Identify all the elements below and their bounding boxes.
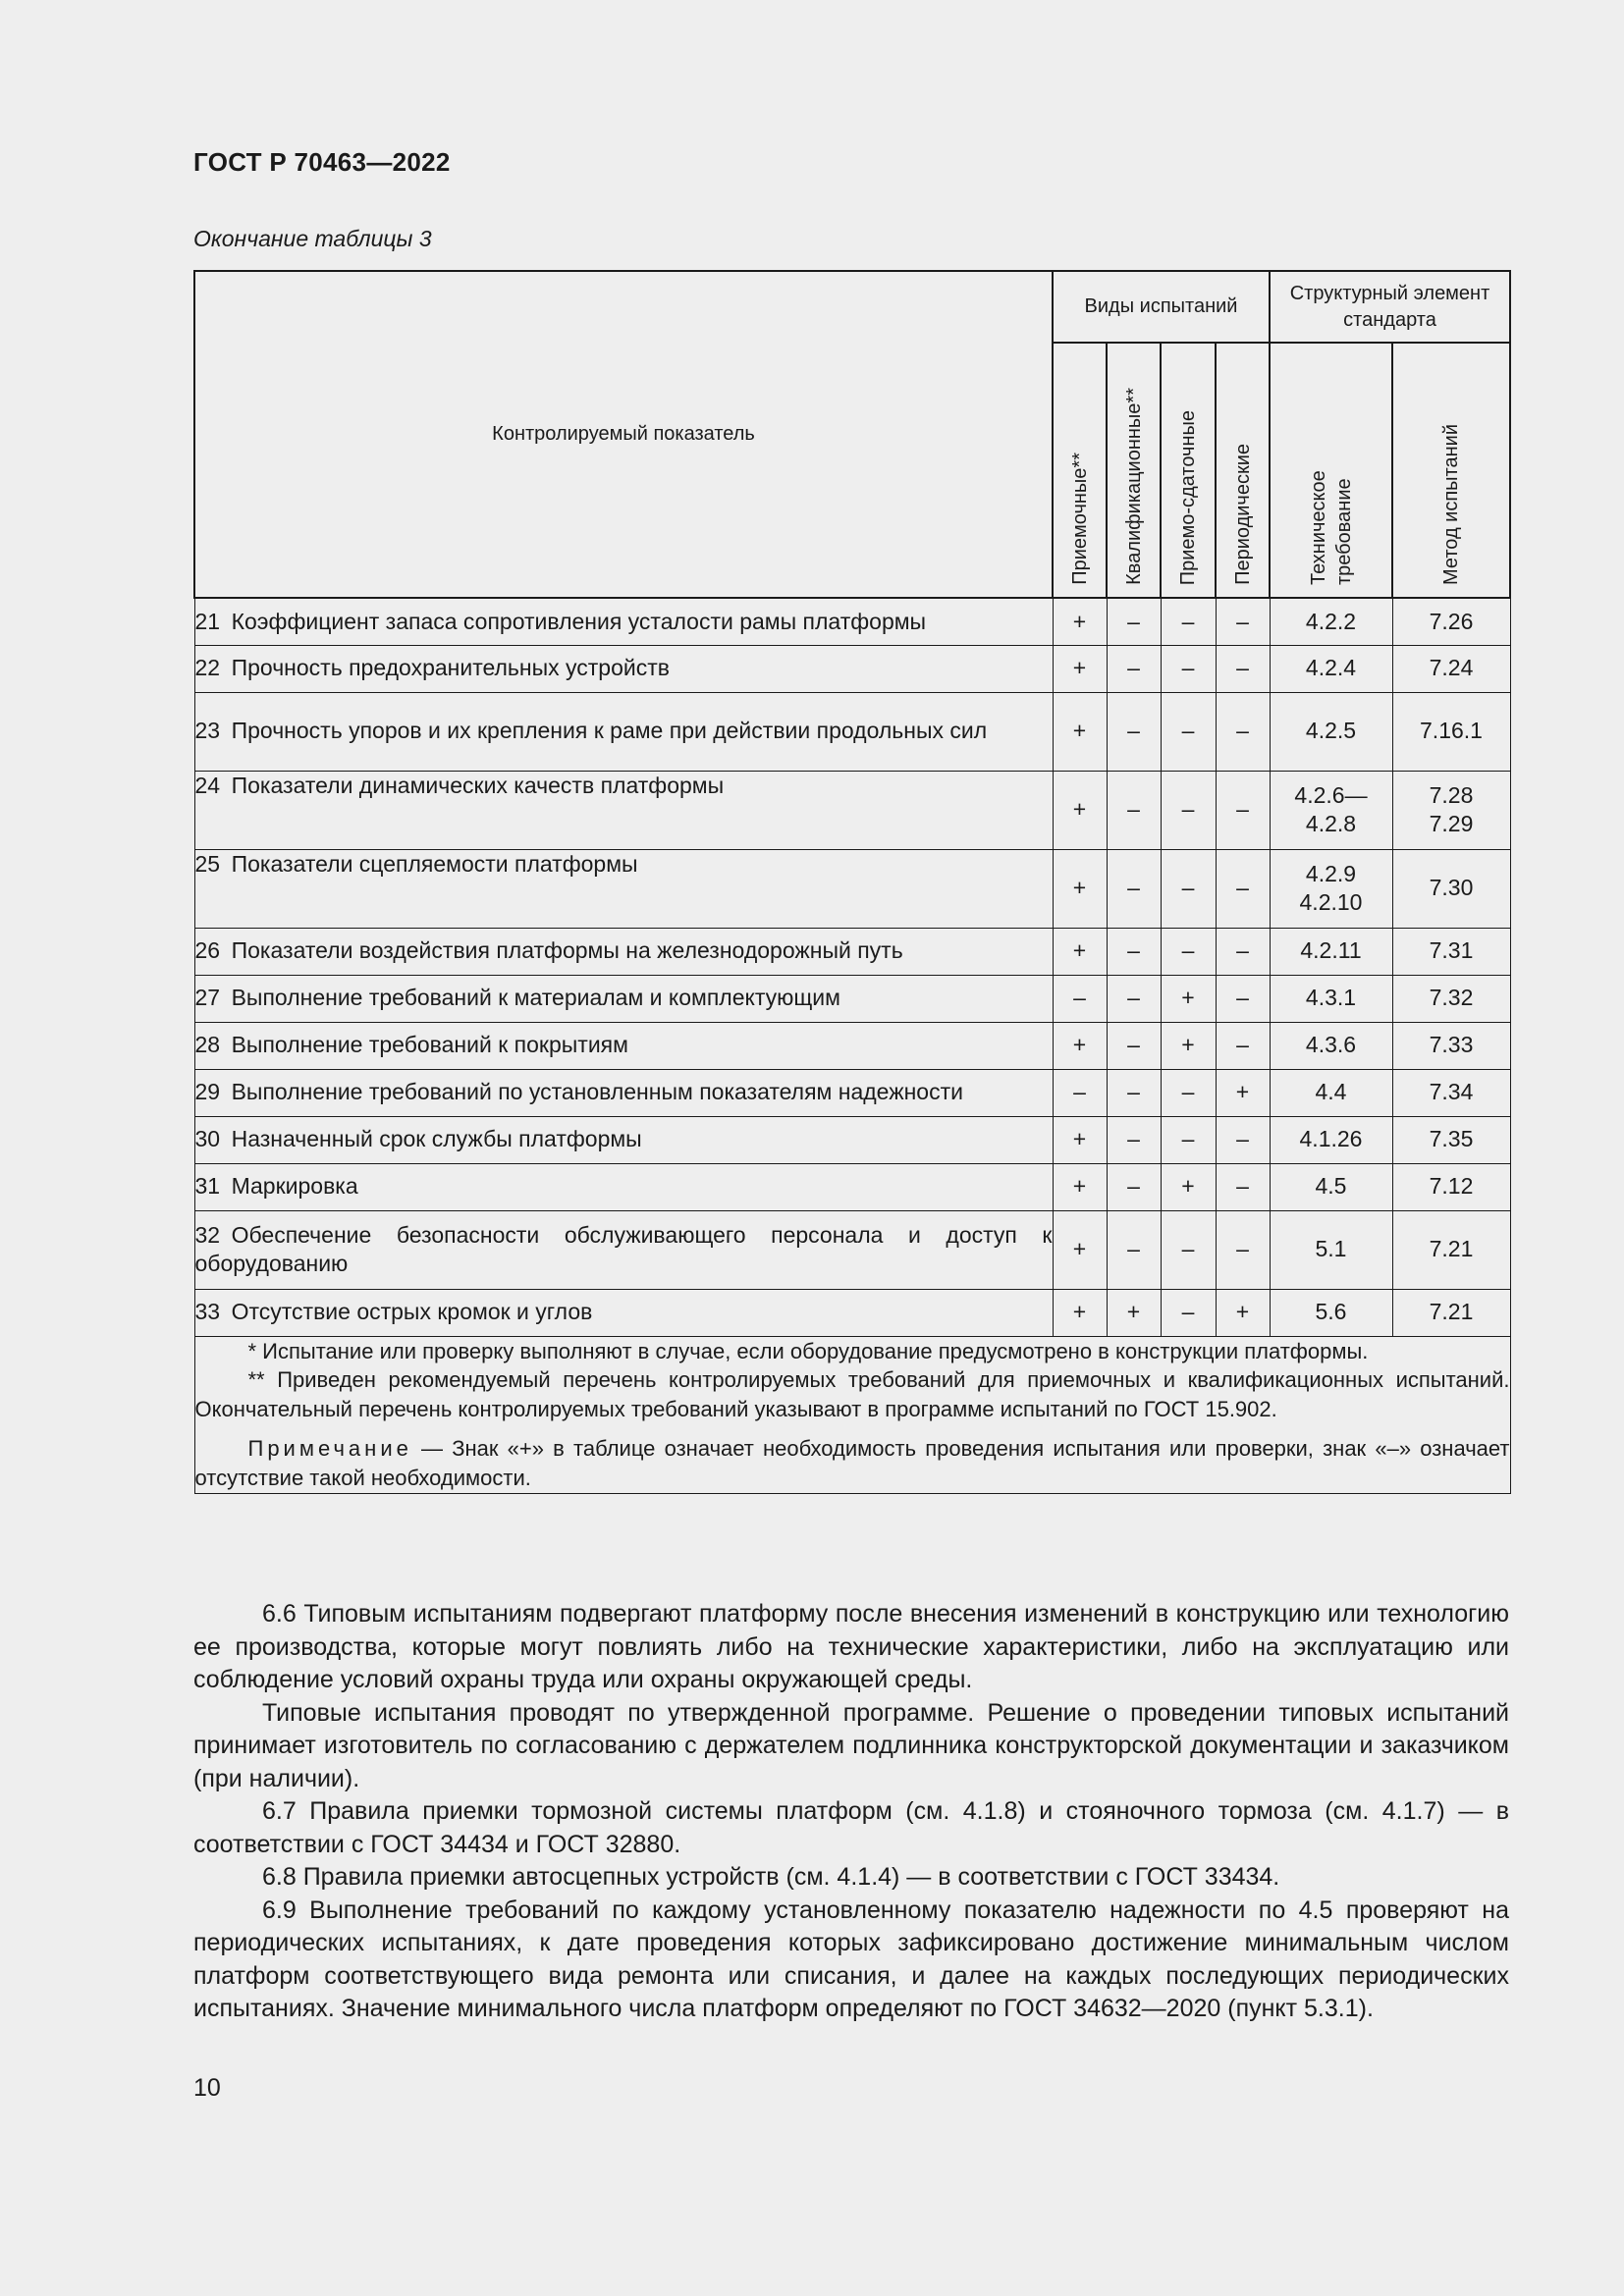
tech-requirement-value: 4.2.9 — [1305, 860, 1357, 886]
test-method-value: 7.35 — [1429, 1126, 1474, 1152]
test-method-cell — [1392, 1163, 1510, 1210]
test-mark: + — [1161, 1022, 1216, 1069]
table-row — [194, 1116, 1510, 1163]
document-header: ГОСТ Р 70463—2022 — [193, 147, 451, 177]
test-method-cell — [1392, 1289, 1510, 1336]
test-mark: – — [1161, 692, 1216, 771]
tech-requirement-value: 4.1.26 — [1299, 1126, 1363, 1152]
test-method-cell — [1392, 975, 1510, 1022]
test-mark: – — [1161, 849, 1216, 928]
paragraph-typical-tests: Типовые испытания проводят по утвержденной программе. Решение о проведении типовых испытаний принимает изготовитель по согласованию с держателем подлинника конструкторской документации и заказчиком (при наличии). — [193, 1698, 1509, 1792]
test-method-value: 7.28 — [1429, 781, 1474, 808]
test-mark: + — [1053, 1289, 1107, 1336]
test-method-value: 7.26 — [1429, 608, 1474, 634]
tech-requirement-cell — [1270, 1022, 1392, 1069]
test-mark: – — [1161, 771, 1216, 849]
row-number: 31 — [194, 1173, 221, 1200]
test-mark: – — [1053, 975, 1107, 1022]
note-label: Примечание — [247, 1436, 412, 1462]
table-row — [194, 928, 1510, 975]
indicator-cell — [194, 849, 1053, 928]
test-method-cell — [1392, 849, 1510, 928]
table-row — [194, 1289, 1510, 1336]
test-method-cell — [1392, 1069, 1510, 1116]
test-mark: – — [1216, 598, 1270, 645]
test-method-value: 7.33 — [1429, 1032, 1474, 1058]
tech-requirement-value: 4.5 — [1315, 1173, 1347, 1200]
tech-requirement-cell — [1270, 1210, 1392, 1289]
tech-requirement-cell — [1270, 645, 1392, 692]
test-mark: – — [1161, 928, 1216, 975]
tech-requirement-cell — [1270, 1163, 1392, 1210]
indicator-text: Отсутствие острых кромок и углов — [231, 1299, 593, 1325]
indicator-text: Маркировка — [231, 1173, 358, 1200]
table-row — [194, 598, 1510, 645]
test-mark: – — [1107, 771, 1161, 849]
header-periodic-label: Периодические — [1231, 444, 1254, 585]
test-mark: – — [1107, 1069, 1161, 1116]
tech-requirement-cell — [1270, 1116, 1392, 1163]
header-qualification — [1107, 343, 1161, 598]
test-method-value: 7.12 — [1429, 1173, 1474, 1200]
tech-requirement-value: 5.6 — [1315, 1299, 1347, 1325]
body-text — [193, 1598, 1509, 2026]
tech-requirement-value: 4.3.6 — [1305, 1032, 1357, 1058]
test-method-cell — [1392, 771, 1510, 849]
paragraph-6-6: 6.6 Типовым испытаниям подвергают платформу после внесения изменений в конструкцию или технологию ее производства, которые могут повлиять либо на технические характеристики, либо на эксплуатацию или соблюдение условий охраны труда или охраны окружающей среды. — [193, 1600, 1509, 1693]
test-mark: – — [1216, 975, 1270, 1022]
indicator-text: Коэффициент запаса сопротивления усталости рамы платформы — [231, 608, 927, 634]
page-number: 10 — [193, 2074, 221, 2102]
footnote-2: ** Приведен рекомендуемый перечень контролируемых требований для приемочных и квалификационных испытаний. Окончательный перечень контролируемых требований указывают в программе испытаний по ГОСТ 15.902. — [194, 1367, 1510, 1422]
test-mark: – — [1107, 1022, 1161, 1069]
header-acceptance-label: Приемочные** — [1068, 453, 1091, 585]
indicator-text: Назначенный срок службы платформы — [231, 1126, 642, 1152]
indicator-cell — [194, 1210, 1053, 1289]
test-mark: – — [1161, 1210, 1216, 1289]
test-mark: – — [1161, 1069, 1216, 1116]
test-mark: – — [1216, 1163, 1270, 1210]
header-test-method-label: Метод испытаний — [1440, 423, 1462, 585]
test-mark: – — [1216, 1210, 1270, 1289]
paragraph-6-8: 6.8 Правила приемки автосцепных устройств (см. 4.1.4) — в соответствии с ГОСТ 33434. — [262, 1863, 1280, 1891]
test-method-value: 7.34 — [1429, 1079, 1474, 1105]
test-mark: – — [1107, 1163, 1161, 1210]
test-mark: – — [1161, 645, 1216, 692]
table-row — [194, 1163, 1510, 1210]
tech-requirement-value: 4.4 — [1315, 1079, 1347, 1105]
test-mark: – — [1216, 928, 1270, 975]
tech-requirement-value-2: 4.2.10 — [1299, 889, 1363, 915]
test-mark: + — [1053, 645, 1107, 692]
test-method-cell — [1392, 1116, 1510, 1163]
test-mark: + — [1216, 1289, 1270, 1336]
test-mark: – — [1161, 1116, 1216, 1163]
indicator-text: Прочность упоров и их крепления к раме при действии продольных сил — [231, 718, 988, 744]
tech-requirement-value-2: 4.2.8 — [1305, 811, 1357, 836]
row-number: 32 — [194, 1221, 221, 1248]
row-number: 33 — [194, 1299, 221, 1325]
header-delivery-label: Приемо-сдаточные — [1177, 409, 1199, 585]
test-method-value: 7.24 — [1429, 655, 1474, 681]
row-number: 25 — [194, 850, 221, 877]
row-number: 28 — [194, 1032, 221, 1058]
table-note — [195, 1434, 1510, 1493]
tech-requirement-cell — [1270, 598, 1392, 645]
row-number: 23 — [194, 718, 221, 744]
test-mark: + — [1053, 598, 1107, 645]
test-mark: – — [1107, 1210, 1161, 1289]
header-test-method — [1392, 343, 1510, 598]
indicator-text: Прочность предохранительных устройств — [231, 655, 670, 681]
tech-requirement-cell — [1270, 1069, 1392, 1116]
row-number: 24 — [194, 772, 221, 798]
test-mark: – — [1107, 645, 1161, 692]
header-test-types: Виды испытаний — [1053, 271, 1270, 343]
tech-requirement-cell — [1270, 849, 1392, 928]
test-mark: – — [1216, 645, 1270, 692]
test-mark: – — [1107, 598, 1161, 645]
indicator-cell — [194, 598, 1053, 645]
test-mark: + — [1053, 692, 1107, 771]
indicator-text: Показатели сцепляемости платформы — [231, 850, 638, 877]
test-mark: – — [1107, 928, 1161, 975]
test-mark: – — [1161, 1289, 1216, 1336]
table-notes — [194, 1336, 1510, 1494]
table-row — [194, 771, 1510, 849]
tech-requirement-cell — [1270, 1289, 1392, 1336]
test-mark: – — [1216, 1022, 1270, 1069]
test-method-value: 7.30 — [1429, 875, 1474, 901]
test-method-cell — [1392, 645, 1510, 692]
indicator-text: Выполнение требований по установленным показателям надежности — [231, 1079, 963, 1105]
tech-requirement-cell — [1270, 928, 1392, 975]
header-structural-element: Структурный элемент стандарта — [1270, 271, 1510, 343]
tech-requirement-value: 4.3.1 — [1305, 985, 1357, 1011]
test-mark: – — [1216, 771, 1270, 849]
indicator-cell — [194, 771, 1053, 849]
test-mark: + — [1053, 928, 1107, 975]
test-method-cell — [1392, 1210, 1510, 1289]
test-method-cell — [1392, 598, 1510, 645]
test-mark: + — [1053, 849, 1107, 928]
table-row — [194, 849, 1510, 928]
tech-requirement-cell — [1270, 771, 1392, 849]
tech-requirement-value: 4.2.5 — [1305, 718, 1357, 744]
row-number: 21 — [194, 608, 221, 634]
test-method-cell — [1392, 1022, 1510, 1069]
test-mark: + — [1216, 1069, 1270, 1116]
indicator-text: Обеспечение безопасности обслуживающего персонала и доступ к оборудованию — [194, 1221, 1053, 1276]
requirements-table — [193, 270, 1511, 1494]
test-method-value-2: 7.29 — [1429, 811, 1474, 836]
indicator-text: Выполнение требований к покрытиям — [231, 1032, 628, 1058]
test-mark: – — [1161, 598, 1216, 645]
test-mark: – — [1216, 692, 1270, 771]
test-method-value: 7.32 — [1429, 985, 1474, 1011]
test-method-value: 7.21 — [1429, 1236, 1474, 1262]
row-number: 26 — [194, 937, 221, 964]
test-method-cell — [1392, 692, 1510, 771]
test-mark: – — [1107, 692, 1161, 771]
test-mark: + — [1161, 975, 1216, 1022]
header-tech-requirement — [1270, 343, 1392, 598]
test-mark: – — [1216, 1116, 1270, 1163]
test-mark: – — [1107, 975, 1161, 1022]
indicator-cell — [194, 692, 1053, 771]
test-mark: + — [1053, 1163, 1107, 1210]
test-mark: – — [1053, 1069, 1107, 1116]
indicator-cell — [194, 645, 1053, 692]
row-number: 27 — [194, 985, 221, 1011]
header-qualification-label: Квалификационные** — [1122, 388, 1145, 585]
header-tech-requirement-label: Техническое требование — [1307, 470, 1355, 585]
paragraph-6-7: 6.7 Правила приемки тормозной системы платформ (см. 4.1.8) и стояночного тормоза (см. 4.1.7) — в соответствии с ГОСТ 34434 и ГОСТ 32880. — [193, 1797, 1509, 1858]
test-mark: + — [1107, 1289, 1161, 1336]
table-row — [194, 1210, 1510, 1289]
row-number: 22 — [194, 655, 221, 681]
tech-requirement-value: 4.2.2 — [1305, 608, 1357, 634]
test-method-value: 7.31 — [1429, 937, 1474, 964]
indicator-cell — [194, 1289, 1053, 1336]
header-delivery — [1161, 343, 1216, 598]
test-mark: – — [1107, 1116, 1161, 1163]
indicator-cell — [194, 1069, 1053, 1116]
tech-requirement-value: 4.2.4 — [1305, 655, 1357, 681]
indicator-cell — [194, 1163, 1053, 1210]
tech-requirement-value: 4.2.11 — [1300, 937, 1362, 964]
test-mark: – — [1107, 849, 1161, 928]
test-method-value: 7.21 — [1429, 1299, 1474, 1325]
table-row — [194, 1069, 1510, 1116]
indicator-text: Показатели динамических качеств платформы — [231, 772, 725, 798]
footnote-1: * Испытание или проверку выполняют в случае, если оборудование предусмотрено в конструкции платформы. — [247, 1338, 1369, 1363]
header-indicator: Контролируемый показатель — [194, 271, 1053, 598]
tech-requirement-value: 5.1 — [1315, 1236, 1347, 1262]
test-mark: + — [1053, 1022, 1107, 1069]
table-caption: Окончание таблицы 3 — [193, 226, 432, 251]
table-row — [194, 692, 1510, 771]
test-method-value: 7.16.1 — [1420, 718, 1483, 744]
tech-requirement-value: 4.2.6— — [1294, 781, 1368, 808]
row-number: 29 — [194, 1079, 221, 1105]
table-row — [194, 1022, 1510, 1069]
indicator-cell — [194, 1022, 1053, 1069]
table-row — [194, 645, 1510, 692]
test-mark: + — [1053, 1210, 1107, 1289]
note-text: — Знак «+» в таблице означает необходимость проведения испытания или проверки, знак «–» означает отсутствие такой необходимости. — [194, 1436, 1510, 1491]
header-acceptance — [1053, 343, 1107, 598]
indicator-cell — [194, 1116, 1053, 1163]
header-periodic — [1216, 343, 1270, 598]
indicator-text: Показатели воздействия платформы на железнодорожный путь — [231, 937, 903, 964]
test-mark: + — [1161, 1163, 1216, 1210]
indicator-cell — [194, 928, 1053, 975]
test-mark: + — [1053, 1116, 1107, 1163]
table-row — [194, 975, 1510, 1022]
indicator-text: Выполнение требований к материалам и комплектующим — [231, 985, 840, 1011]
paragraph-6-9: 6.9 Выполнение требований по каждому установленному показателю надежности по 4.5 проверяют на периодических испытаниях, к дате проведения которых зафиксировано достижение минимальным числом платформ соответствующего вида ремонта или списания, и далее на каждых последующих периодических испытаниях. Значение минимального числа платформ определяют по ГОСТ 34632—2020 (пункт 5.3.1). — [193, 1896, 1509, 2022]
test-mark: – — [1216, 849, 1270, 928]
test-method-cell — [1392, 928, 1510, 975]
indicator-cell — [194, 975, 1053, 1022]
tech-requirement-cell — [1270, 975, 1392, 1022]
row-number: 30 — [194, 1126, 221, 1152]
test-mark: + — [1053, 771, 1107, 849]
tech-requirement-cell — [1270, 692, 1392, 771]
